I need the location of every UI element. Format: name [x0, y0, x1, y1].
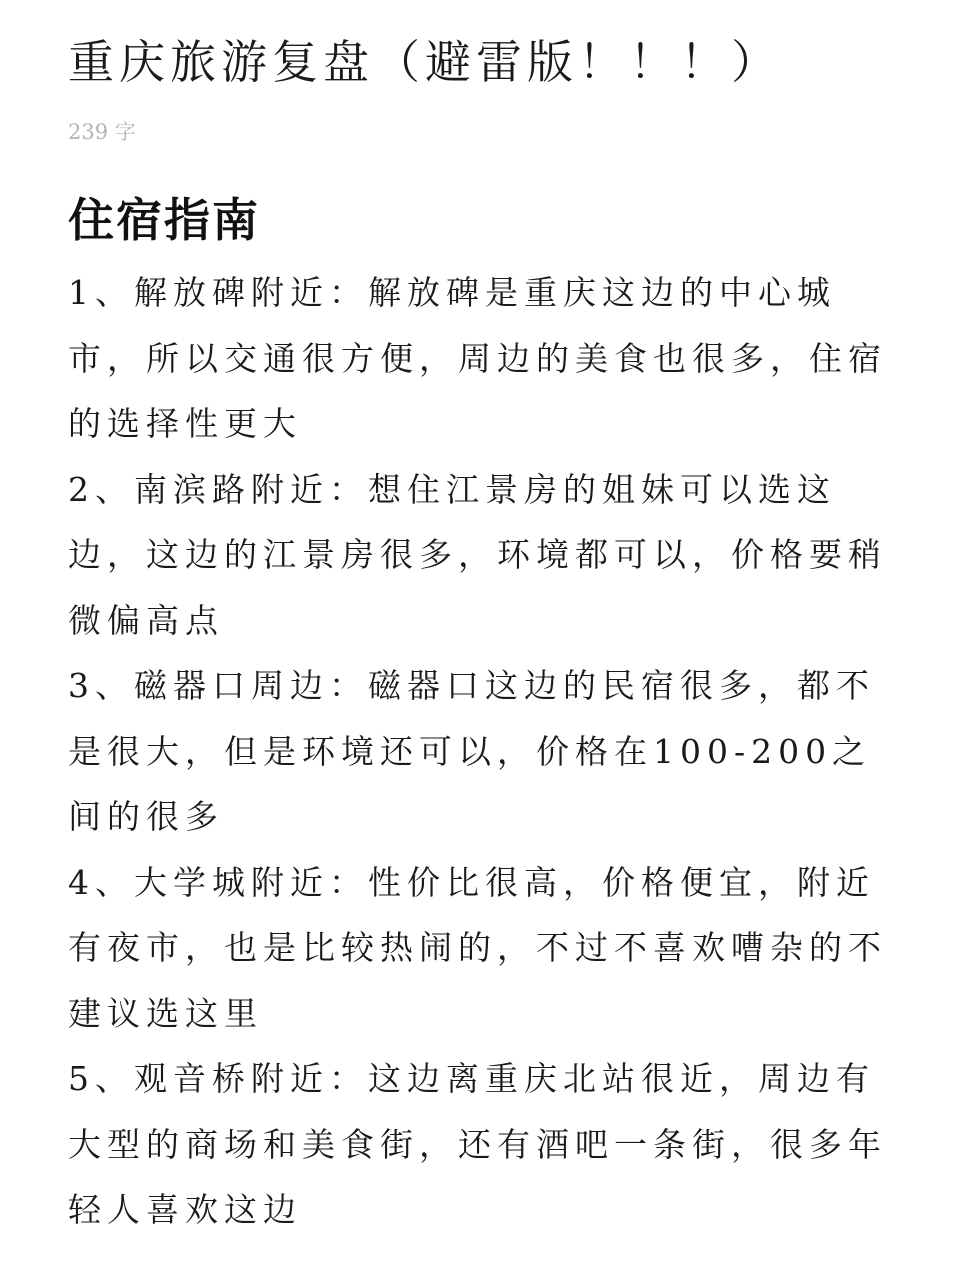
- list-item: 3、磁器口周边：磁器口这边的民宿很多，都不是很大，但是环境还可以，价格在100-200之间的很多: [68, 666, 875, 836]
- accommodation-list: [68, 260, 908, 1243]
- list-item: 4、大学城附近：性价比很高，价格便宜，附近有夜市，也是比较热闹的，不过不喜欢嘈杂的不建议选这里: [68, 862, 887, 1033]
- list-item: 2、南滨路附近：想住江景房的姐妹可以选这边，这边的江景房很多，环境都可以，价格要稍微偏高点: [68, 469, 887, 640]
- list-item: 1、解放碑附近：解放碑是重庆这边的中心城市，所以交通很方便，周边的美食也很多，住宿的选择性更大: [68, 273, 887, 443]
- section-heading: 住宿指南: [68, 193, 260, 247]
- document-title: 重庆旅游复盘（避雷版！！！）: [68, 35, 782, 89]
- list-item: 5、观音桥附近：这边离重庆北站很近，周边有大型的商场和美食街，还有酒吧一条街，很多年轻人喜欢这边: [68, 1059, 887, 1229]
- word-count-label: 239 字: [68, 120, 136, 144]
